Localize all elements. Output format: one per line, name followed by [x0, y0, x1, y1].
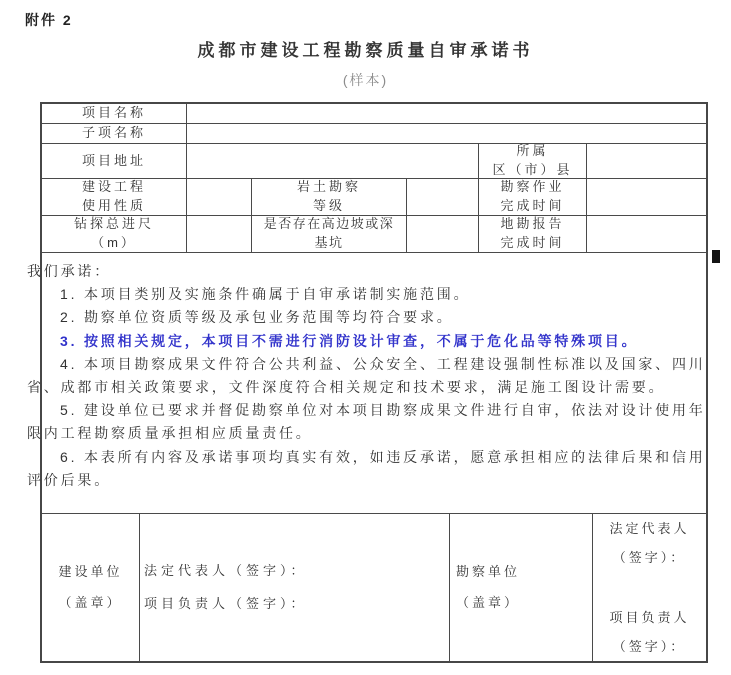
geo-report-value-cell: [587, 216, 706, 252]
commitment-heading: 我们承诺：: [27, 262, 111, 279]
builder-unit-seal-label: （盖章）: [58, 595, 123, 610]
sub-project-label: 子项名称: [42, 124, 187, 143]
district-label-line2: 区（市）县: [492, 161, 573, 177]
commitment-item-6-line2: 评价后果。: [27, 471, 111, 488]
commitment-item-3: 3. 按照相关规定，本项目不需进行消防设计审查，不属于危化品等特殊项目。: [60, 332, 639, 349]
commitment-item-5-line1: 5. 建设单位已要求并督促勘察单位对本项目勘察成果文件进行自审，依法对设计使用年: [60, 402, 706, 419]
geotech-grade-label: [252, 179, 407, 215]
survey-unit-seal-label: （盖章）: [456, 595, 521, 610]
row-sub-project-name: [42, 124, 706, 144]
drilling-label: [42, 216, 187, 252]
survey-finish-label-line1: 勘察作业: [500, 179, 565, 195]
geo-report-label: [479, 216, 587, 252]
attachment-label: 附件 2: [25, 12, 73, 28]
builder-legal-rep-sign-label: 法定代表人（签字）：: [144, 563, 308, 578]
geo-report-label-line2: 完成时间: [500, 234, 565, 250]
district-label: [479, 144, 587, 178]
page-subtitle: (样本): [342, 72, 389, 88]
district-value-cell: [587, 144, 706, 178]
address-value-cell: [187, 144, 479, 178]
survey-legal-rep-label: 法定代表人: [609, 521, 690, 536]
geo-report-label-line1: 地勘报告: [500, 216, 565, 232]
survey-finish-label: [479, 179, 587, 215]
survey-project-lead-label: 项目负责人: [609, 610, 690, 625]
builder-project-lead-sign-label: 项目负责人（签字）：: [144, 595, 308, 611]
usage-label: [42, 179, 187, 215]
usage-value-cell: [187, 179, 252, 215]
survey-finish-value-cell: [587, 179, 706, 215]
survey-legal-rep-sign-label: （签字）：: [612, 550, 687, 565]
slope-pit-label-line2: 基坑: [314, 234, 344, 250]
drilling-label-line1: 钻探总进尺: [73, 216, 154, 232]
commitment-item-6-line1: 6. 本表所有内容及承诺事项均真实有效，如违反承诺，愿意承担相应的法律后果和信用: [60, 448, 706, 465]
survey-project-lead-sign-label: （签字）：: [612, 639, 687, 654]
commitment-item-4-line2: 省、成都市相关政策要求，文件深度符合相关规定和技术要求，满足施工图设计需要。: [27, 379, 666, 395]
geotech-grade-label-line2: 等级: [312, 197, 345, 213]
drilling-value-cell: [187, 216, 252, 252]
sub-project-value-cell: [187, 124, 706, 143]
form-table: [27, 102, 708, 663]
geotech-grade-value-cell: [407, 179, 479, 215]
survey-finish-label-line2: 完成时间: [500, 197, 565, 213]
scan-artifact-mark: [712, 250, 720, 263]
page-title: 成都市建设工程勘察质量自审承诺书: [197, 41, 534, 60]
builder-unit-label: 建设单位: [58, 563, 123, 579]
usage-label-line2: 使用性质: [81, 197, 146, 213]
slope-pit-label: [252, 216, 407, 252]
commitment-item-1: 1. 本项目类别及实施条件确属于自审承诺制实施范围。: [60, 286, 471, 303]
slope-pit-value-cell: [407, 216, 479, 252]
slope-pit-label-line1: 是否存在高边坡或深: [263, 216, 395, 232]
builder-sign-cell: [140, 514, 450, 661]
usage-label-line1: 建设工程: [81, 179, 146, 195]
project-name-value-cell: [187, 104, 706, 123]
project-name-label: 项目名称: [42, 104, 187, 123]
builder-unit-seal-cell: [42, 514, 140, 661]
address-label: 项目地址: [42, 144, 187, 178]
commitment-item-4-line1: 4. 本项目勘察成果文件符合公共利益、公众安全、工程建设强制性标准以及国家、四川: [60, 355, 706, 372]
district-label-line1: 所属: [516, 143, 549, 159]
row-commitment: [27, 253, 706, 514]
survey-unit-seal-cell: [450, 514, 593, 661]
geotech-grade-label-line1: 岩土勘察: [296, 179, 361, 195]
row-drilling-slope-report: [42, 216, 706, 253]
survey-sign-cell: [593, 514, 706, 661]
row-signatures: [42, 514, 706, 661]
commitment-item-5-line2: 限内工程勘察质量承担相应质量责任。: [27, 425, 313, 442]
row-project-name: [42, 104, 706, 124]
row-usage-grade-time: [42, 179, 706, 216]
commitment-item-2: 2. 勘察单位资质等级及承包业务范围等均符合要求。: [60, 309, 454, 326]
row-address: [42, 144, 706, 179]
commitment-text: [27, 260, 717, 492]
drilling-label-line2: （m）: [91, 234, 137, 250]
survey-unit-label: 勘察单位: [456, 563, 521, 579]
commitment-cell: [27, 253, 706, 513]
